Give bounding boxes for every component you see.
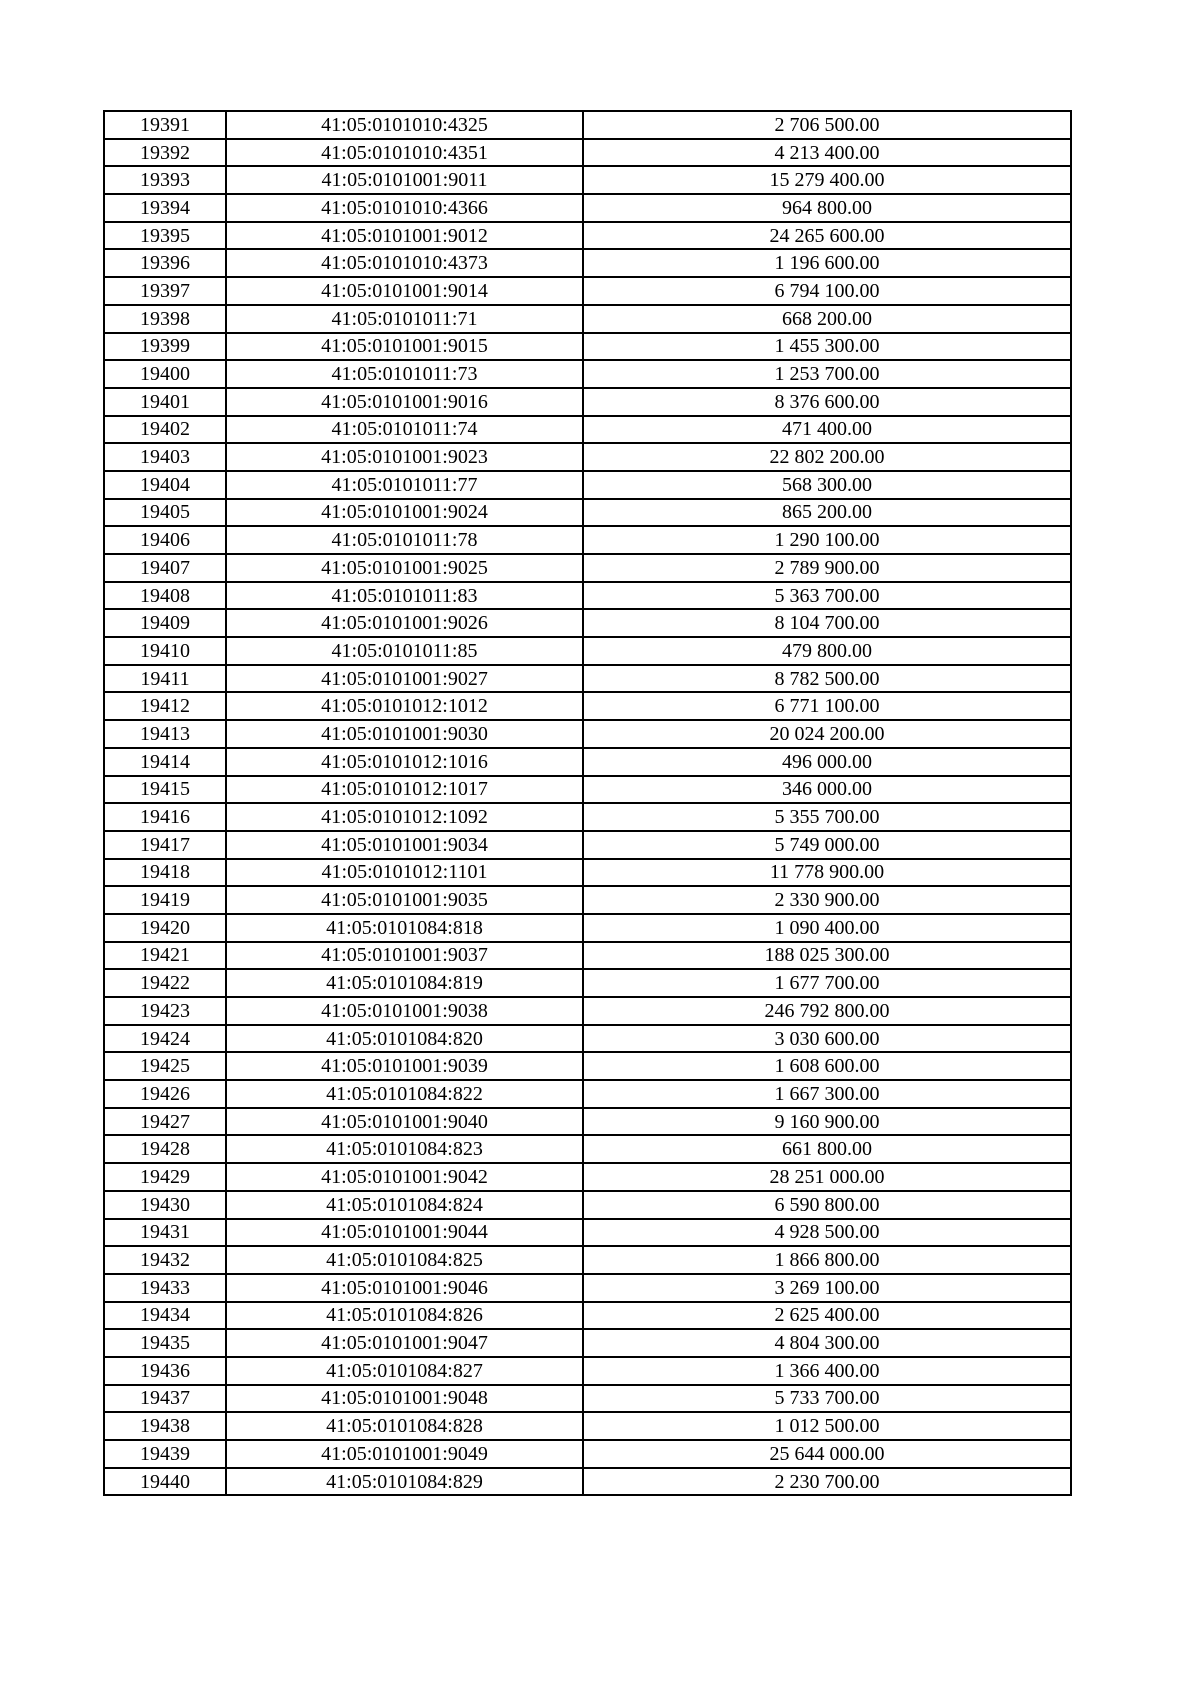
table-row (104, 609, 1071, 637)
cadastral-number-cell: 41:05:0101001:9037 (226, 942, 583, 970)
row-number-cell: 19398 (104, 305, 226, 333)
cadastral-value-cell: 2 230 700.00 (583, 1468, 1071, 1496)
cadastral-value-cell: 964 800.00 (583, 194, 1071, 222)
table-row (104, 554, 1071, 582)
table-row (104, 1246, 1071, 1274)
cadastral-number-cell: 41:05:0101001:9025 (226, 554, 583, 582)
cadastral-value-cell: 568 300.00 (583, 471, 1071, 499)
table-row (104, 582, 1071, 610)
table-row (104, 859, 1071, 887)
cadastral-value-cell: 661 800.00 (583, 1135, 1071, 1163)
cadastral-value-cell: 1 455 300.00 (583, 333, 1071, 361)
row-number-cell: 19420 (104, 914, 226, 942)
table-row (104, 249, 1071, 277)
table-row (104, 748, 1071, 776)
cadastral-value-cell: 1 196 600.00 (583, 249, 1071, 277)
cadastral-value-cell: 1 290 100.00 (583, 526, 1071, 554)
row-number-cell: 19417 (104, 831, 226, 859)
cadastral-number-cell: 41:05:0101001:9048 (226, 1385, 583, 1413)
cadastral-value-cell: 1 090 400.00 (583, 914, 1071, 942)
table-row (104, 1219, 1071, 1247)
cadastral-number-cell: 41:05:0101001:9042 (226, 1163, 583, 1191)
cadastral-value-cell: 2 330 900.00 (583, 886, 1071, 914)
cadastral-number-cell: 41:05:0101012:1012 (226, 692, 583, 720)
cadastral-number-cell: 41:05:0101001:9014 (226, 277, 583, 305)
cadastral-number-cell: 41:05:0101001:9016 (226, 388, 583, 416)
row-number-cell: 19429 (104, 1163, 226, 1191)
cadastral-number-cell: 41:05:0101012:1092 (226, 803, 583, 831)
table-row (104, 665, 1071, 693)
cadastral-value-cell: 1 866 800.00 (583, 1246, 1071, 1274)
row-number-cell: 19430 (104, 1191, 226, 1219)
cadastral-value-cell: 1 667 300.00 (583, 1080, 1071, 1108)
cadastral-value-cell: 28 251 000.00 (583, 1163, 1071, 1191)
table-row (104, 360, 1071, 388)
table-row (104, 803, 1071, 831)
row-number-cell: 19402 (104, 416, 226, 444)
cadastral-number-cell: 41:05:0101084:822 (226, 1080, 583, 1108)
cadastral-number-cell: 41:05:0101001:9049 (226, 1440, 583, 1468)
cadastral-value-cell: 25 644 000.00 (583, 1440, 1071, 1468)
row-number-cell: 19399 (104, 333, 226, 361)
row-number-cell: 19403 (104, 443, 226, 471)
cadastral-value-cell: 5 733 700.00 (583, 1385, 1071, 1413)
table-row (104, 914, 1071, 942)
cadastral-number-cell: 41:05:0101010:4366 (226, 194, 583, 222)
cadastral-number-cell: 41:05:0101001:9024 (226, 499, 583, 527)
row-number-cell: 19404 (104, 471, 226, 499)
table-row (104, 388, 1071, 416)
row-number-cell: 19408 (104, 582, 226, 610)
cadastral-value-cell: 15 279 400.00 (583, 166, 1071, 194)
cadastral-number-cell: 41:05:0101011:74 (226, 416, 583, 444)
cadastral-number-cell: 41:05:0101084:820 (226, 1025, 583, 1053)
cadastral-value-cell: 865 200.00 (583, 499, 1071, 527)
row-number-cell: 19422 (104, 969, 226, 997)
cadastral-value-cell: 5 363 700.00 (583, 582, 1071, 610)
cadastral-value-cell: 246 792 800.00 (583, 997, 1071, 1025)
row-number-cell: 19424 (104, 1025, 226, 1053)
row-number-cell: 19434 (104, 1302, 226, 1330)
row-number-cell: 19394 (104, 194, 226, 222)
cadastral-value-cell: 3 030 600.00 (583, 1025, 1071, 1053)
cadastral-value-cell: 11 778 900.00 (583, 859, 1071, 887)
cadastral-number-cell: 41:05:0101001:9040 (226, 1108, 583, 1136)
cadastral-value-cell: 2 625 400.00 (583, 1302, 1071, 1330)
table-row (104, 637, 1071, 665)
row-number-cell: 19414 (104, 748, 226, 776)
table-row (104, 942, 1071, 970)
row-number-cell: 19435 (104, 1329, 226, 1357)
cadastral-value-cell: 8 104 700.00 (583, 609, 1071, 637)
table-row (104, 471, 1071, 499)
table-row (104, 1025, 1071, 1053)
cadastral-value-cell: 2 789 900.00 (583, 554, 1071, 582)
cadastral-number-cell: 41:05:0101011:73 (226, 360, 583, 388)
cadastral-value-cell: 346 000.00 (583, 776, 1071, 804)
cadastral-number-cell: 41:05:0101011:77 (226, 471, 583, 499)
cadastral-number-cell: 41:05:0101084:823 (226, 1135, 583, 1163)
cadastral-number-cell: 41:05:0101001:9012 (226, 222, 583, 250)
row-number-cell: 19397 (104, 277, 226, 305)
row-number-cell: 19433 (104, 1274, 226, 1302)
cadastral-number-cell: 41:05:0101084:819 (226, 969, 583, 997)
cadastral-value-cell: 1 253 700.00 (583, 360, 1071, 388)
cadastral-value-cell: 1 366 400.00 (583, 1357, 1071, 1385)
table-row (104, 166, 1071, 194)
cadastral-number-cell: 41:05:0101084:818 (226, 914, 583, 942)
cadastral-value-cell: 471 400.00 (583, 416, 1071, 444)
cadastral-number-cell: 41:05:0101001:9015 (226, 333, 583, 361)
table-row (104, 1274, 1071, 1302)
table-row (104, 776, 1071, 804)
table-row (104, 416, 1071, 444)
table-row (104, 831, 1071, 859)
table-row (104, 277, 1071, 305)
cadastral-value-cell: 496 000.00 (583, 748, 1071, 776)
row-number-cell: 19418 (104, 859, 226, 887)
cadastral-number-cell: 41:05:0101012:1016 (226, 748, 583, 776)
table-row (104, 1135, 1071, 1163)
cadastral-value-cell: 24 265 600.00 (583, 222, 1071, 250)
cadastral-value-cell: 668 200.00 (583, 305, 1071, 333)
row-number-cell: 19432 (104, 1246, 226, 1274)
row-number-cell: 19392 (104, 139, 226, 167)
cadastral-value-cell: 479 800.00 (583, 637, 1071, 665)
row-number-cell: 19411 (104, 665, 226, 693)
cadastral-number-cell: 41:05:0101084:824 (226, 1191, 583, 1219)
table-row (104, 1052, 1071, 1080)
cadastral-number-cell: 41:05:0101001:9047 (226, 1329, 583, 1357)
cadastral-number-cell: 41:05:0101010:4325 (226, 111, 583, 139)
row-number-cell: 19428 (104, 1135, 226, 1163)
cadastral-number-cell: 41:05:0101001:9044 (226, 1219, 583, 1247)
cadastral-value-cell: 4 928 500.00 (583, 1219, 1071, 1247)
cadastral-value-cell: 8 782 500.00 (583, 665, 1071, 693)
cadastral-number-cell: 41:05:0101084:827 (226, 1357, 583, 1385)
cadastral-value-cell: 1 012 500.00 (583, 1412, 1071, 1440)
table-row (104, 526, 1071, 554)
cadastral-number-cell: 41:05:0101001:9030 (226, 720, 583, 748)
row-number-cell: 19436 (104, 1357, 226, 1385)
table-row (104, 1080, 1071, 1108)
row-number-cell: 19412 (104, 692, 226, 720)
cadastral-number-cell: 41:05:0101001:9027 (226, 665, 583, 693)
cadastral-value-cell: 3 269 100.00 (583, 1274, 1071, 1302)
table-row (104, 692, 1071, 720)
row-number-cell: 19426 (104, 1080, 226, 1108)
table-row (104, 1108, 1071, 1136)
row-number-cell: 19395 (104, 222, 226, 250)
cadastral-value-cell: 6 794 100.00 (583, 277, 1071, 305)
cadastral-number-cell: 41:05:0101001:9011 (226, 166, 583, 194)
table-row (104, 305, 1071, 333)
cadastral-number-cell: 41:05:0101001:9035 (226, 886, 583, 914)
table-body (104, 111, 1071, 1495)
cadastral-number-cell: 41:05:0101001:9039 (226, 1052, 583, 1080)
table-row (104, 1440, 1071, 1468)
row-number-cell: 19431 (104, 1219, 226, 1247)
cadastral-number-cell: 41:05:0101012:1017 (226, 776, 583, 804)
cadastral-value-table (103, 110, 1072, 1496)
row-number-cell: 19427 (104, 1108, 226, 1136)
row-number-cell: 19407 (104, 554, 226, 582)
cadastral-number-cell: 41:05:0101001:9034 (226, 831, 583, 859)
cadastral-number-cell: 41:05:0101001:9038 (226, 997, 583, 1025)
row-number-cell: 19405 (104, 499, 226, 527)
cadastral-number-cell: 41:05:0101084:828 (226, 1412, 583, 1440)
row-number-cell: 19413 (104, 720, 226, 748)
table-row (104, 222, 1071, 250)
cadastral-number-cell: 41:05:0101001:9023 (226, 443, 583, 471)
cadastral-value-cell: 5 749 000.00 (583, 831, 1071, 859)
row-number-cell: 19416 (104, 803, 226, 831)
cadastral-number-cell: 41:05:0101012:1101 (226, 859, 583, 887)
table-row (104, 111, 1071, 139)
table-row (104, 194, 1071, 222)
table-row (104, 1191, 1071, 1219)
row-number-cell: 19396 (104, 249, 226, 277)
row-number-cell: 19406 (104, 526, 226, 554)
table-row (104, 1412, 1071, 1440)
row-number-cell: 19391 (104, 111, 226, 139)
row-number-cell: 19440 (104, 1468, 226, 1496)
table-row (104, 720, 1071, 748)
table-row (104, 997, 1071, 1025)
row-number-cell: 19425 (104, 1052, 226, 1080)
table-row (104, 443, 1071, 471)
table-row (104, 499, 1071, 527)
cadastral-value-cell: 6 590 800.00 (583, 1191, 1071, 1219)
cadastral-value-cell: 1 677 700.00 (583, 969, 1071, 997)
cadastral-value-cell: 20 024 200.00 (583, 720, 1071, 748)
cadastral-number-cell: 41:05:0101084:826 (226, 1302, 583, 1330)
cadastral-value-cell: 22 802 200.00 (583, 443, 1071, 471)
row-number-cell: 19419 (104, 886, 226, 914)
table-row (104, 1329, 1071, 1357)
table-row (104, 886, 1071, 914)
row-number-cell: 19438 (104, 1412, 226, 1440)
cadastral-number-cell: 41:05:0101001:9026 (226, 609, 583, 637)
row-number-cell: 19393 (104, 166, 226, 194)
cadastral-value-cell: 4 213 400.00 (583, 139, 1071, 167)
row-number-cell: 19409 (104, 609, 226, 637)
cadastral-value-cell: 9 160 900.00 (583, 1108, 1071, 1136)
cadastral-value-cell: 188 025 300.00 (583, 942, 1071, 970)
cadastral-value-cell: 1 608 600.00 (583, 1052, 1071, 1080)
row-number-cell: 19410 (104, 637, 226, 665)
cadastral-value-cell: 2 706 500.00 (583, 111, 1071, 139)
cadastral-number-cell: 41:05:0101011:83 (226, 582, 583, 610)
row-number-cell: 19400 (104, 360, 226, 388)
table-row (104, 139, 1071, 167)
cadastral-value-cell: 8 376 600.00 (583, 388, 1071, 416)
cadastral-number-cell: 41:05:0101010:4373 (226, 249, 583, 277)
row-number-cell: 19437 (104, 1385, 226, 1413)
cadastral-value-cell: 4 804 300.00 (583, 1329, 1071, 1357)
table-row (104, 969, 1071, 997)
table-row (104, 1468, 1071, 1496)
cadastral-value-cell: 6 771 100.00 (583, 692, 1071, 720)
cadastral-number-cell: 41:05:0101011:71 (226, 305, 583, 333)
row-number-cell: 19423 (104, 997, 226, 1025)
cadastral-value-cell: 5 355 700.00 (583, 803, 1071, 831)
table-row (104, 1385, 1071, 1413)
table-row (104, 1163, 1071, 1191)
row-number-cell: 19439 (104, 1440, 226, 1468)
cadastral-number-cell: 41:05:0101011:85 (226, 637, 583, 665)
table-row (104, 1302, 1071, 1330)
table-row (104, 1357, 1071, 1385)
cadastral-number-cell: 41:05:0101084:829 (226, 1468, 583, 1496)
cadastral-number-cell: 41:05:0101001:9046 (226, 1274, 583, 1302)
table-row (104, 333, 1071, 361)
cadastral-number-cell: 41:05:0101011:78 (226, 526, 583, 554)
cadastral-number-cell: 41:05:0101084:825 (226, 1246, 583, 1274)
row-number-cell: 19421 (104, 942, 226, 970)
cadastral-number-cell: 41:05:0101010:4351 (226, 139, 583, 167)
row-number-cell: 19415 (104, 776, 226, 804)
row-number-cell: 19401 (104, 388, 226, 416)
